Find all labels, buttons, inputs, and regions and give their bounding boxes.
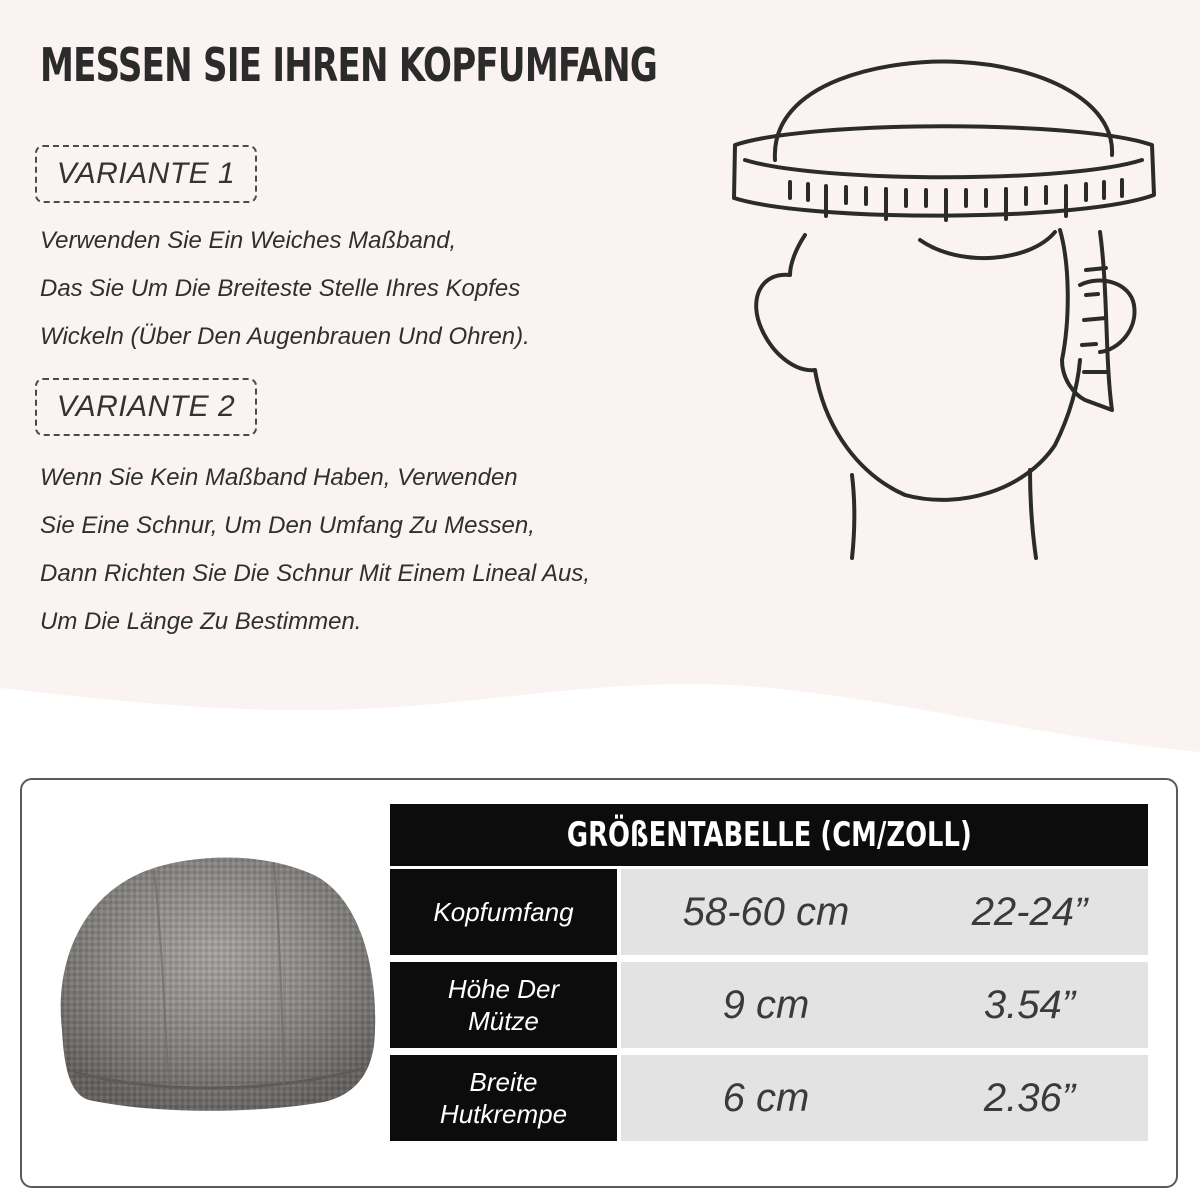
row-label xyxy=(390,869,617,955)
cm-value: 6 cm xyxy=(722,1075,810,1120)
table-row xyxy=(390,1055,1148,1141)
variant-1-line: Verwenden Sie Ein Weiches Maßband, xyxy=(40,227,457,254)
variant-2-line: Wenn Sie Kein Maßband Haben, Verwenden xyxy=(40,464,518,491)
row-label-line: Mütze xyxy=(468,1006,539,1036)
inch-value: 22-24” xyxy=(971,889,1088,934)
variant-1-badge: VARIANTE 1 xyxy=(35,145,257,203)
inch-value: 3.54” xyxy=(983,982,1076,1027)
row-label-line: Hutkrempe xyxy=(439,1099,568,1129)
row-label xyxy=(390,1055,617,1141)
row-values xyxy=(621,962,1148,1048)
row-values xyxy=(621,1055,1148,1141)
row-label xyxy=(390,962,617,1048)
cm-value: 9 cm xyxy=(722,982,810,1027)
variant-2-line: Dann Richten Sie Die Schnur Mit Einem Lineal Aus, xyxy=(40,560,591,587)
table-row xyxy=(390,962,1148,1048)
variant-1-line: Das Sie Um Die Breiteste Stelle Ihres Kopfes xyxy=(40,275,521,302)
size-panel xyxy=(20,778,1178,1188)
variant-1-description xyxy=(40,217,680,361)
row-label-line: Breite xyxy=(469,1067,538,1097)
size-table-header xyxy=(390,804,1148,866)
variant-1-line: Wickeln (Über Den Augenbrauen Und Ohren). xyxy=(40,323,530,350)
head-with-measuring-tape-icon xyxy=(700,40,1180,580)
variant-2-line: Sie Eine Schnur, Um Den Umfang Zu Messen, xyxy=(40,512,535,539)
row-values xyxy=(621,869,1148,955)
table-row xyxy=(390,869,1148,955)
variant-2-line: Um Die Länge Zu Bestimmen. xyxy=(40,608,362,635)
inch-value: 2.36” xyxy=(983,1075,1076,1120)
row-label-line: Höhe Der xyxy=(447,974,560,1004)
row-label-line: Kopfumfang xyxy=(433,897,574,927)
cm-value: 58-60 cm xyxy=(682,889,850,934)
size-table-title: GRÖßENTABELLE (CM/ZOLL) xyxy=(566,815,972,855)
page-title: MESSEN SIE IHREN KOPFUMFANG xyxy=(40,38,658,92)
flat-cap-icon xyxy=(34,850,384,1120)
variant-2-badge: VARIANTE 2 xyxy=(35,378,257,436)
variant-2-description xyxy=(40,454,680,646)
